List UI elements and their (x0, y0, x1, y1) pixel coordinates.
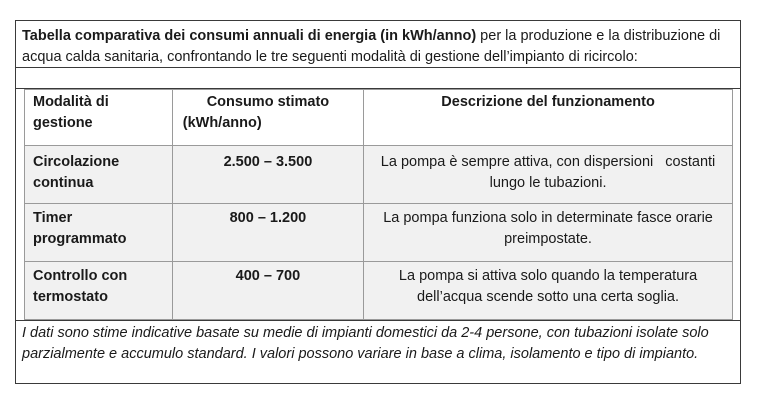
cell-consumption: 2.500 – 3.500 (172, 146, 363, 204)
header-consumption (172, 90, 363, 146)
cell-mode (25, 204, 173, 262)
cell-description (364, 262, 733, 320)
table-row (25, 262, 733, 320)
description-line1: La pompa funziona solo in determinate fasce orarie (383, 210, 713, 226)
intro-title: Tabella comparativa dei consumi annuali di energia (in kWh/anno) (22, 28, 477, 44)
mode-line2: termostato (33, 289, 108, 305)
header-consumption-line1: Consumo stimato (206, 94, 330, 110)
document-frame (15, 20, 741, 384)
cell-mode (25, 146, 173, 204)
table-row (25, 146, 733, 204)
comparison-table (24, 89, 733, 320)
table-row (25, 204, 733, 262)
description-line2: preimpostate. (504, 231, 592, 247)
cell-description (364, 204, 733, 262)
table-wrapper (24, 89, 733, 320)
header-mode-line2: gestione (33, 115, 93, 131)
description-line2: dell’acqua scende sotto una certa soglia. (417, 289, 680, 305)
cell-consumption: 800 – 1.200 (172, 204, 363, 262)
cell-description (364, 146, 733, 204)
intro-text: per la produzione e la distribuzione di acqua calda sanitaria, confrontando le tre seguenti modalità di gestione dell’impianto di ricircolo: (22, 28, 721, 65)
header-description: Descrizione del funzionamento (364, 90, 733, 146)
mode-line2: programmato (33, 231, 127, 247)
cell-consumption: 400 – 700 (172, 262, 363, 320)
description-line1: La pompa è sempre attiva, con dispersioni costanti (380, 154, 716, 170)
mode-line1: Circolazione (33, 154, 120, 170)
footnote: I dati sono stime indicative basate su medie di impianti domestici da 2-4 persone, con tubazioni isolate solo parzialmente e accumulo standard. I valori possono variare in base a clima, isolamento e tipo di impianto. (16, 320, 740, 365)
header-consumption-line2: (kWh/anno) (182, 115, 262, 131)
table-header-row (25, 90, 733, 146)
description-line2: lungo le tubazioni. (489, 175, 607, 191)
intro-paragraph (16, 21, 740, 67)
header-mode-line1: Modalità di (33, 94, 109, 110)
mode-line2: continua (33, 175, 94, 191)
empty-row (16, 67, 740, 89)
description-line1: La pompa si attiva solo quando la temperatura (398, 268, 698, 284)
mode-line1: Timer (33, 210, 73, 226)
header-mode (25, 90, 173, 146)
cell-mode (25, 262, 173, 320)
mode-line1: Controllo con (33, 268, 128, 284)
